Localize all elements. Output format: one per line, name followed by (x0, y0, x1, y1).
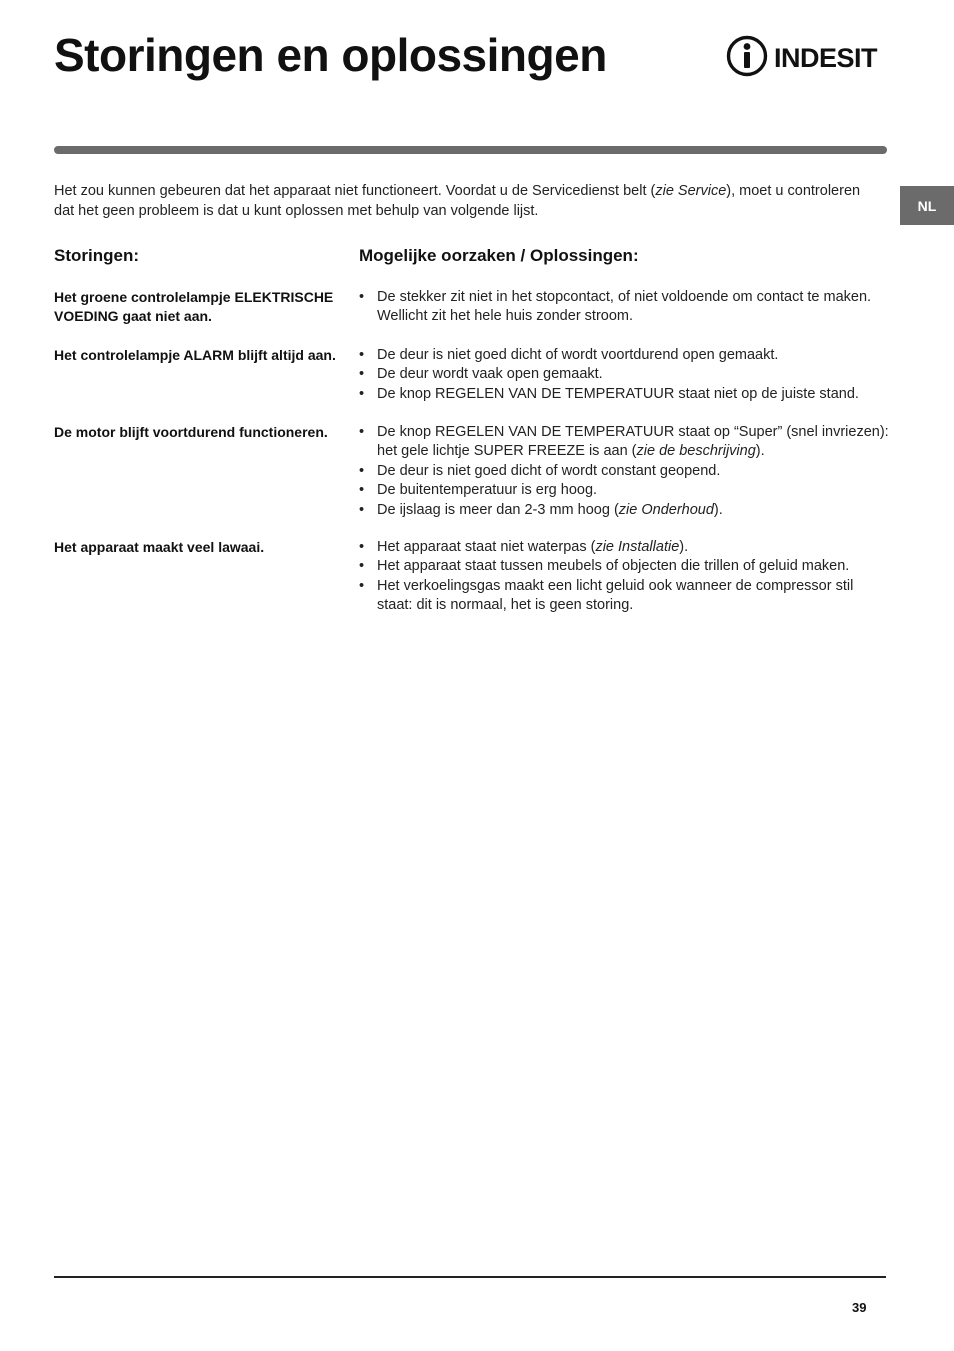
bullet-icon: • (359, 462, 365, 479)
fault-problem: Het controlelampje ALARM blijft altijd aan. (54, 347, 336, 363)
fault-causes-list (359, 538, 889, 616)
bullet-icon: • (359, 347, 365, 363)
fault-problem: Het groene controlelampje ELEKTRISCHE VOEDING gaat niet aan. (54, 289, 334, 324)
indesit-logo (726, 34, 888, 78)
fault-problem: De motor blijft voortdurend functioneren. (54, 424, 328, 440)
bullet-icon: • (359, 501, 365, 518)
bullet-icon: • (359, 558, 365, 575)
cause-item: • De deur is niet goed dicht of wordt voortdurend open gemaakt. (359, 346, 889, 365)
fault-causes-list (359, 288, 889, 327)
fault-causes-list (359, 346, 889, 404)
page-title: Storingen en oplossingen (54, 29, 607, 81)
fault-problem: Het apparaat maakt veel lawaai. (54, 539, 265, 555)
header-rule (54, 146, 887, 154)
bullet-icon: • (359, 577, 365, 594)
svg-text:INDESIT: INDESIT (774, 43, 878, 73)
bullet-icon: • (359, 539, 365, 555)
cause-item: • Het verkoelingsgas maakt een licht geluid ook wanneer de compressor stil staat: dit is normaal, het is geen storing. (359, 577, 854, 614)
bullet-icon: • (359, 366, 365, 383)
cause-item: • De deur wordt vaak open gemaakt. (359, 365, 889, 384)
cause-item: • De ijslaag is meer dan 2-3 mm hoog (zie Onderhoud). (359, 501, 889, 520)
fault-causes-list (359, 423, 889, 520)
page-number: 39 (852, 1300, 867, 1315)
bullet-icon: • (359, 289, 365, 305)
cause-item: • Het apparaat staat tussen meubels of objecten die trillen of geluid maken. (359, 557, 889, 576)
intro-text: Het zou kunnen gebeuren dat het apparaat niet functioneert. Voordat u de Servicedienst belt (zie Service), moet u controleren dat het geen probleem is dat u kunt oplossen met behulp van volgende lijst. (54, 183, 861, 219)
faults-heading: Storingen: (54, 246, 139, 265)
bullet-icon: • (359, 424, 365, 440)
cause-item: • De deur is niet goed dicht of wordt constant geopend. (359, 462, 889, 481)
bullet-icon: • (359, 482, 365, 499)
causes-heading: Mogelijke oorzaken / Oplossingen: (359, 246, 639, 265)
footer-rule (54, 1276, 886, 1278)
cause-item: • De knop REGELEN VAN DE TEMPERATUUR staat op “Super” (snel invriezen): het gele lichtje SUPER FREEZE is aan (zie de beschrijving). (359, 424, 889, 460)
cause-item: • Het apparaat staat niet waterpas (zie Installatie). (359, 538, 889, 557)
cause-item: • De knop REGELEN VAN DE TEMPERATUUR staat niet op de juiste stand. (359, 385, 889, 404)
cause-item: • De stekker zit niet in het stopcontact, of niet voldoende om contact te maken. Wellicht zit het hele huis zonder stroom. (359, 289, 872, 325)
language-tab: NL (900, 186, 954, 225)
cause-item: • De buitentemperatuur is erg hoog. (359, 481, 889, 500)
bullet-icon: • (359, 385, 365, 402)
